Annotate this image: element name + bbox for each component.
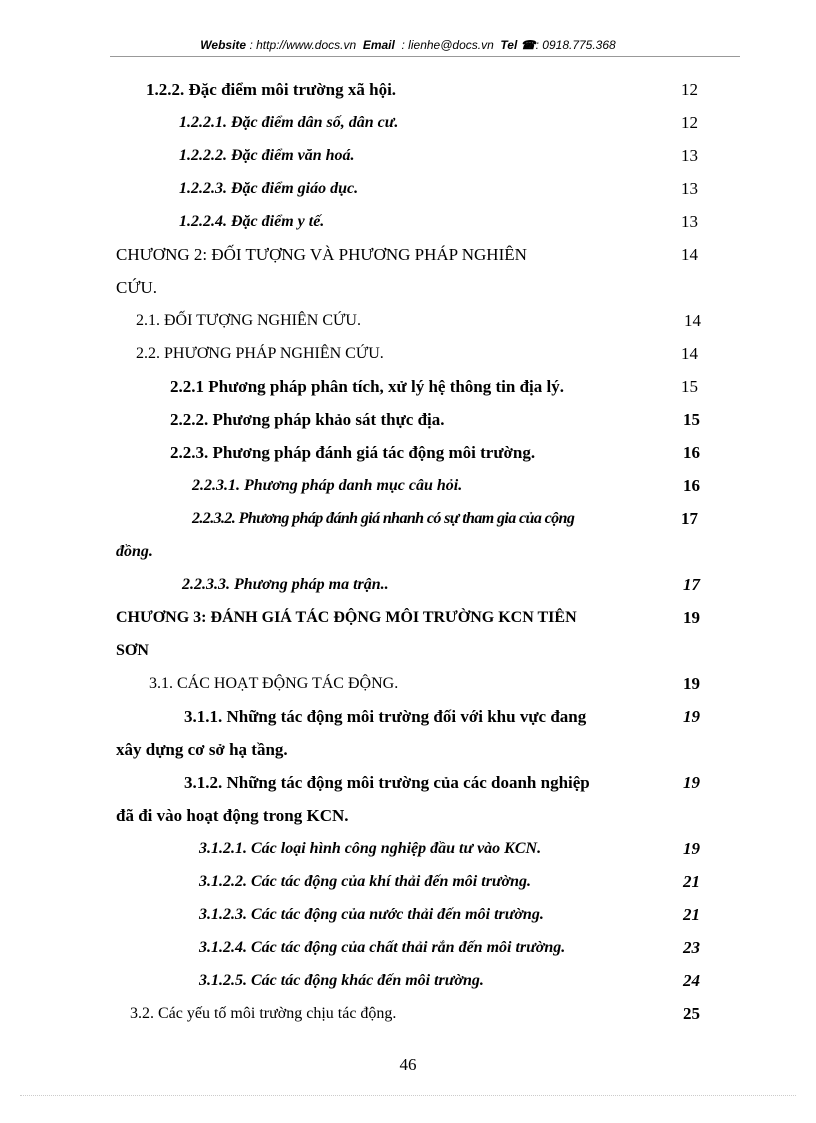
toc-entry: 1.2.2.3. Đặc điểm giáo dục. (179, 180, 359, 197)
toc-page: 15 (683, 410, 700, 429)
toc-entry: 1.2.2. Đặc điểm môi trường xã hội. (146, 80, 397, 99)
toc-entry: 2.2.1 Phương pháp phân tích, xử lý hệ thông tin địa lý. (170, 377, 565, 396)
toc-entry-continuation: đồng. (116, 543, 153, 560)
toc-page: 24 (683, 971, 700, 990)
toc-entry: 2.2. PHƯƠNG PHÁP NGHIÊN CỨU. (136, 345, 384, 362)
toc-page: 23 (683, 938, 700, 957)
toc-page: 13 (681, 212, 698, 231)
toc-entry: 2.1. ĐỐI TƯỢNG NGHIÊN CỨU. (136, 312, 361, 329)
toc-entry: 3.1.1. Những tác động môi trường đối với khu vực đang (184, 707, 587, 726)
email-label: Email (362, 38, 395, 52)
toc-entry: 3.1.2.4. Các tác động của chất thải rắn đến môi trường. (199, 939, 566, 956)
toc-page: 14 (684, 311, 701, 330)
toc-page: 16 (683, 476, 700, 495)
toc-page: 14 (681, 245, 698, 264)
toc-page: 21 (683, 905, 700, 924)
page-header (0, 38, 816, 52)
toc-page: 17 (683, 575, 700, 594)
toc-page: 21 (683, 872, 700, 891)
toc-page: 15 (681, 377, 698, 396)
toc-page: 13 (681, 179, 698, 198)
toc-entry: 1.2.2.4. Đặc điểm y tế. (179, 213, 325, 230)
toc-page: 19 (683, 839, 700, 858)
toc-entry: 3.1.2.3. Các tác động của nước thải đến môi trường. (199, 906, 544, 923)
toc-page: 17 (681, 509, 698, 528)
toc-entry: 1.2.2.1. Đặc điểm dân số, dân cư. (179, 114, 399, 131)
toc-entry: 1.2.2.2. Đặc điểm văn hoá. (179, 147, 355, 164)
toc-entry: 2.2.3. Phương pháp đánh giá tác động môi trường. (170, 443, 536, 462)
toc-entry: 3.1.2.5. Các tác động khác đến môi trường. (199, 972, 484, 989)
toc-entry: CHƯƠNG 3: ĐÁNH GIÁ TÁC ĐỘNG MÔI TRƯỜNG KCN TIÊN (116, 609, 577, 626)
toc-page: 16 (683, 443, 700, 462)
toc-entry: 3.1.2. Những tác động môi trường của các doanh nghiệp (184, 773, 590, 792)
website-value: : http://www.docs.vn (249, 38, 357, 52)
toc-page: 12 (681, 80, 698, 99)
toc-entry-continuation: SƠN (116, 642, 149, 659)
toc-entry: 2.2.3.3. Phương pháp ma trận.. (182, 576, 389, 593)
toc-page: 19 (683, 707, 700, 726)
page-bottom-divider (20, 1095, 796, 1096)
toc-entry: CHƯƠNG 2: ĐỐI TƯỢNG VÀ PHƯƠNG PHÁP NGHIÊN (116, 245, 527, 264)
tel-label: Tel (500, 38, 518, 52)
toc-page: 14 (681, 344, 698, 363)
page-number: 46 (399, 1055, 417, 1074)
toc-entry: 2.2.2. Phương pháp khảo sát thực địa. (170, 410, 445, 429)
toc-entry: 3.1.2.1. Các loại hình công nghiệp đầu tư vào KCN. (199, 840, 542, 857)
toc-page: 19 (683, 773, 700, 792)
toc-page: 25 (683, 1004, 700, 1023)
toc-page: 19 (683, 674, 700, 693)
toc-page: 13 (681, 146, 698, 165)
toc-entry: 2.2.3.1. Phương pháp danh mục câu hỏi. (192, 477, 463, 494)
toc-page: 19 (683, 608, 700, 627)
toc-entry: 3.1.2.2. Các tác động của khí thải đến môi trường. (199, 873, 531, 890)
toc-entry-continuation: xây dựng cơ sở hạ tầng. (116, 740, 288, 759)
toc-entry-continuation: đã đi vào hoạt động trong KCN. (116, 806, 349, 825)
toc-entry: 3.2. Các yếu tố môi trường chịu tác động. (130, 1005, 397, 1022)
toc-entry: 3.1. CÁC HOẠT ĐỘNG TÁC ĐỘNG. (149, 675, 399, 692)
header-divider (110, 56, 740, 57)
toc-entry-continuation: CỨU. (116, 278, 158, 297)
website-label: Website (200, 38, 247, 52)
toc-page: 12 (681, 113, 698, 132)
email-value: : lienhe@docs.vn (401, 38, 494, 52)
tel-value: : 0918.775.368 (535, 38, 616, 52)
toc-entry: 2.2.3.2. Phương pháp đánh giá nhanh có sự tham gia của cộng (192, 510, 575, 527)
phone-icon: ☎ (520, 38, 536, 52)
